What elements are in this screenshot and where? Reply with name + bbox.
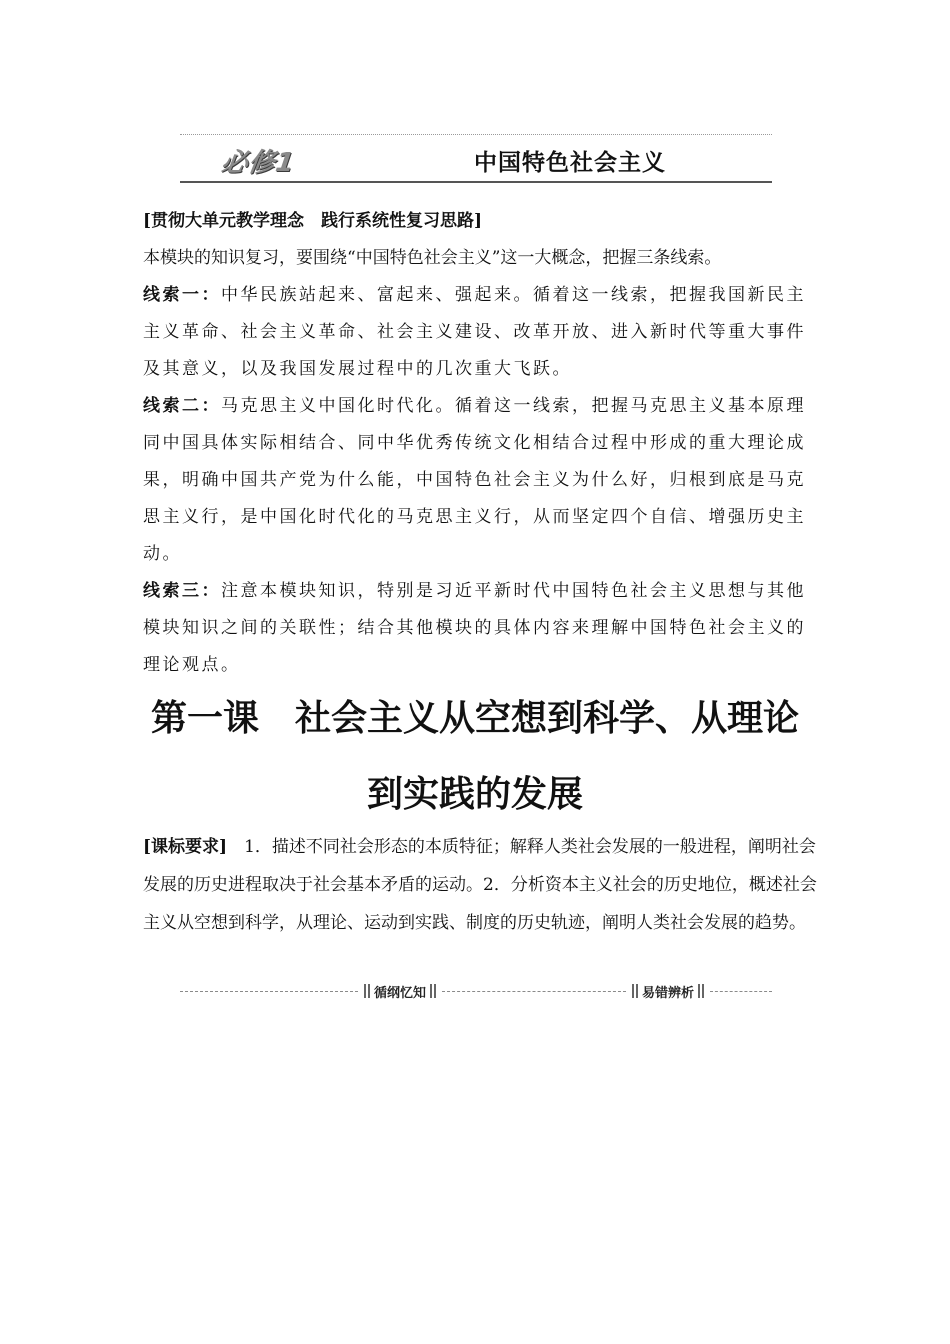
bar-right-icon [430, 984, 436, 998]
clue-three-label: 线索三： [143, 581, 221, 601]
intro-section [143, 203, 819, 684]
clue-one-label: 线索一： [143, 285, 221, 305]
footer-dash-middle [442, 991, 626, 992]
lesson-title-line1: 第一课 社会主义从空想到科学、从理论 [150, 697, 799, 739]
bar-left-icon [632, 984, 638, 998]
clue-two-label: 线索二： [143, 396, 221, 416]
header-bottom-rule [180, 181, 772, 183]
bar-right-icon [698, 984, 704, 998]
footer-dash-left [180, 991, 358, 992]
intro-lead: 本模块的知识复习，要围绕“中国特色社会主义”这一大概念，把握三条线索。 [143, 248, 722, 268]
header-top-rule [180, 134, 772, 135]
module-title: 中国特色社会主义 [474, 149, 666, 176]
footer-dash-right [710, 991, 772, 992]
nav-review-outline[interactable] [358, 982, 442, 1001]
requirements-label: [课标要求] [143, 837, 228, 857]
nav-error-analysis[interactable] [626, 982, 710, 1001]
clue-two [143, 388, 819, 573]
intro-heading: [贯彻大单元教学理念 践行系统性复习思路] [143, 211, 483, 231]
clue-one [143, 277, 819, 388]
requirements-text: 1．描述不同社会形态的本质特征；解释人类社会发展的一般进程，阐明社会发展的历史进程取决于社会基本矛盾的运动。2．分析资本主义社会的历史地位，概述社会主义从空想到科学，从理论、运动到实践、制度的历史轨迹，阐明人类社会发展的趋势。 [143, 837, 817, 933]
requirements-paragraph [143, 828, 819, 942]
lesson-title-line2: 到实践的发展 [366, 773, 583, 815]
nav-error-analysis-label: 易错辨析 [642, 985, 695, 1001]
nav-review-outline-label: 循纲忆知 [374, 985, 427, 1001]
module-tag: 必修1 [219, 148, 297, 178]
clue-two-text: 马克思主义中国化时代化。循着这一线索，把握马克思主义基本原理同中国具体实际相结合、同中华优秀传统文化相结合过程中形成的重大理论成果，明确中国共产党为什么能，中国特色社会主义为什么好，归根到底是马克思主义行，是中国化时代化的马克思主义行，从而坚定四个自信、增强历史主动。 [143, 396, 806, 564]
bar-left-icon [364, 984, 370, 998]
footer-nav [180, 980, 772, 1002]
clue-one-text: 中华民族站起来、富起来、强起来。循着这一线索，把握我国新民主主义革命、社会主义革命、社会主义建设、改革开放、进入新时代等重大事件及其意义，以及我国发展过程中的几次重大飞跃。 [143, 285, 806, 379]
requirements-section [143, 828, 819, 942]
clue-three [143, 573, 819, 684]
clue-three-text: 注意本模块知识，特别是习近平新时代中国特色社会主义思想与其他模块知识之间的关联性；结合其他模块的具体内容来理解中国特色社会主义的理论观点。 [143, 581, 806, 675]
